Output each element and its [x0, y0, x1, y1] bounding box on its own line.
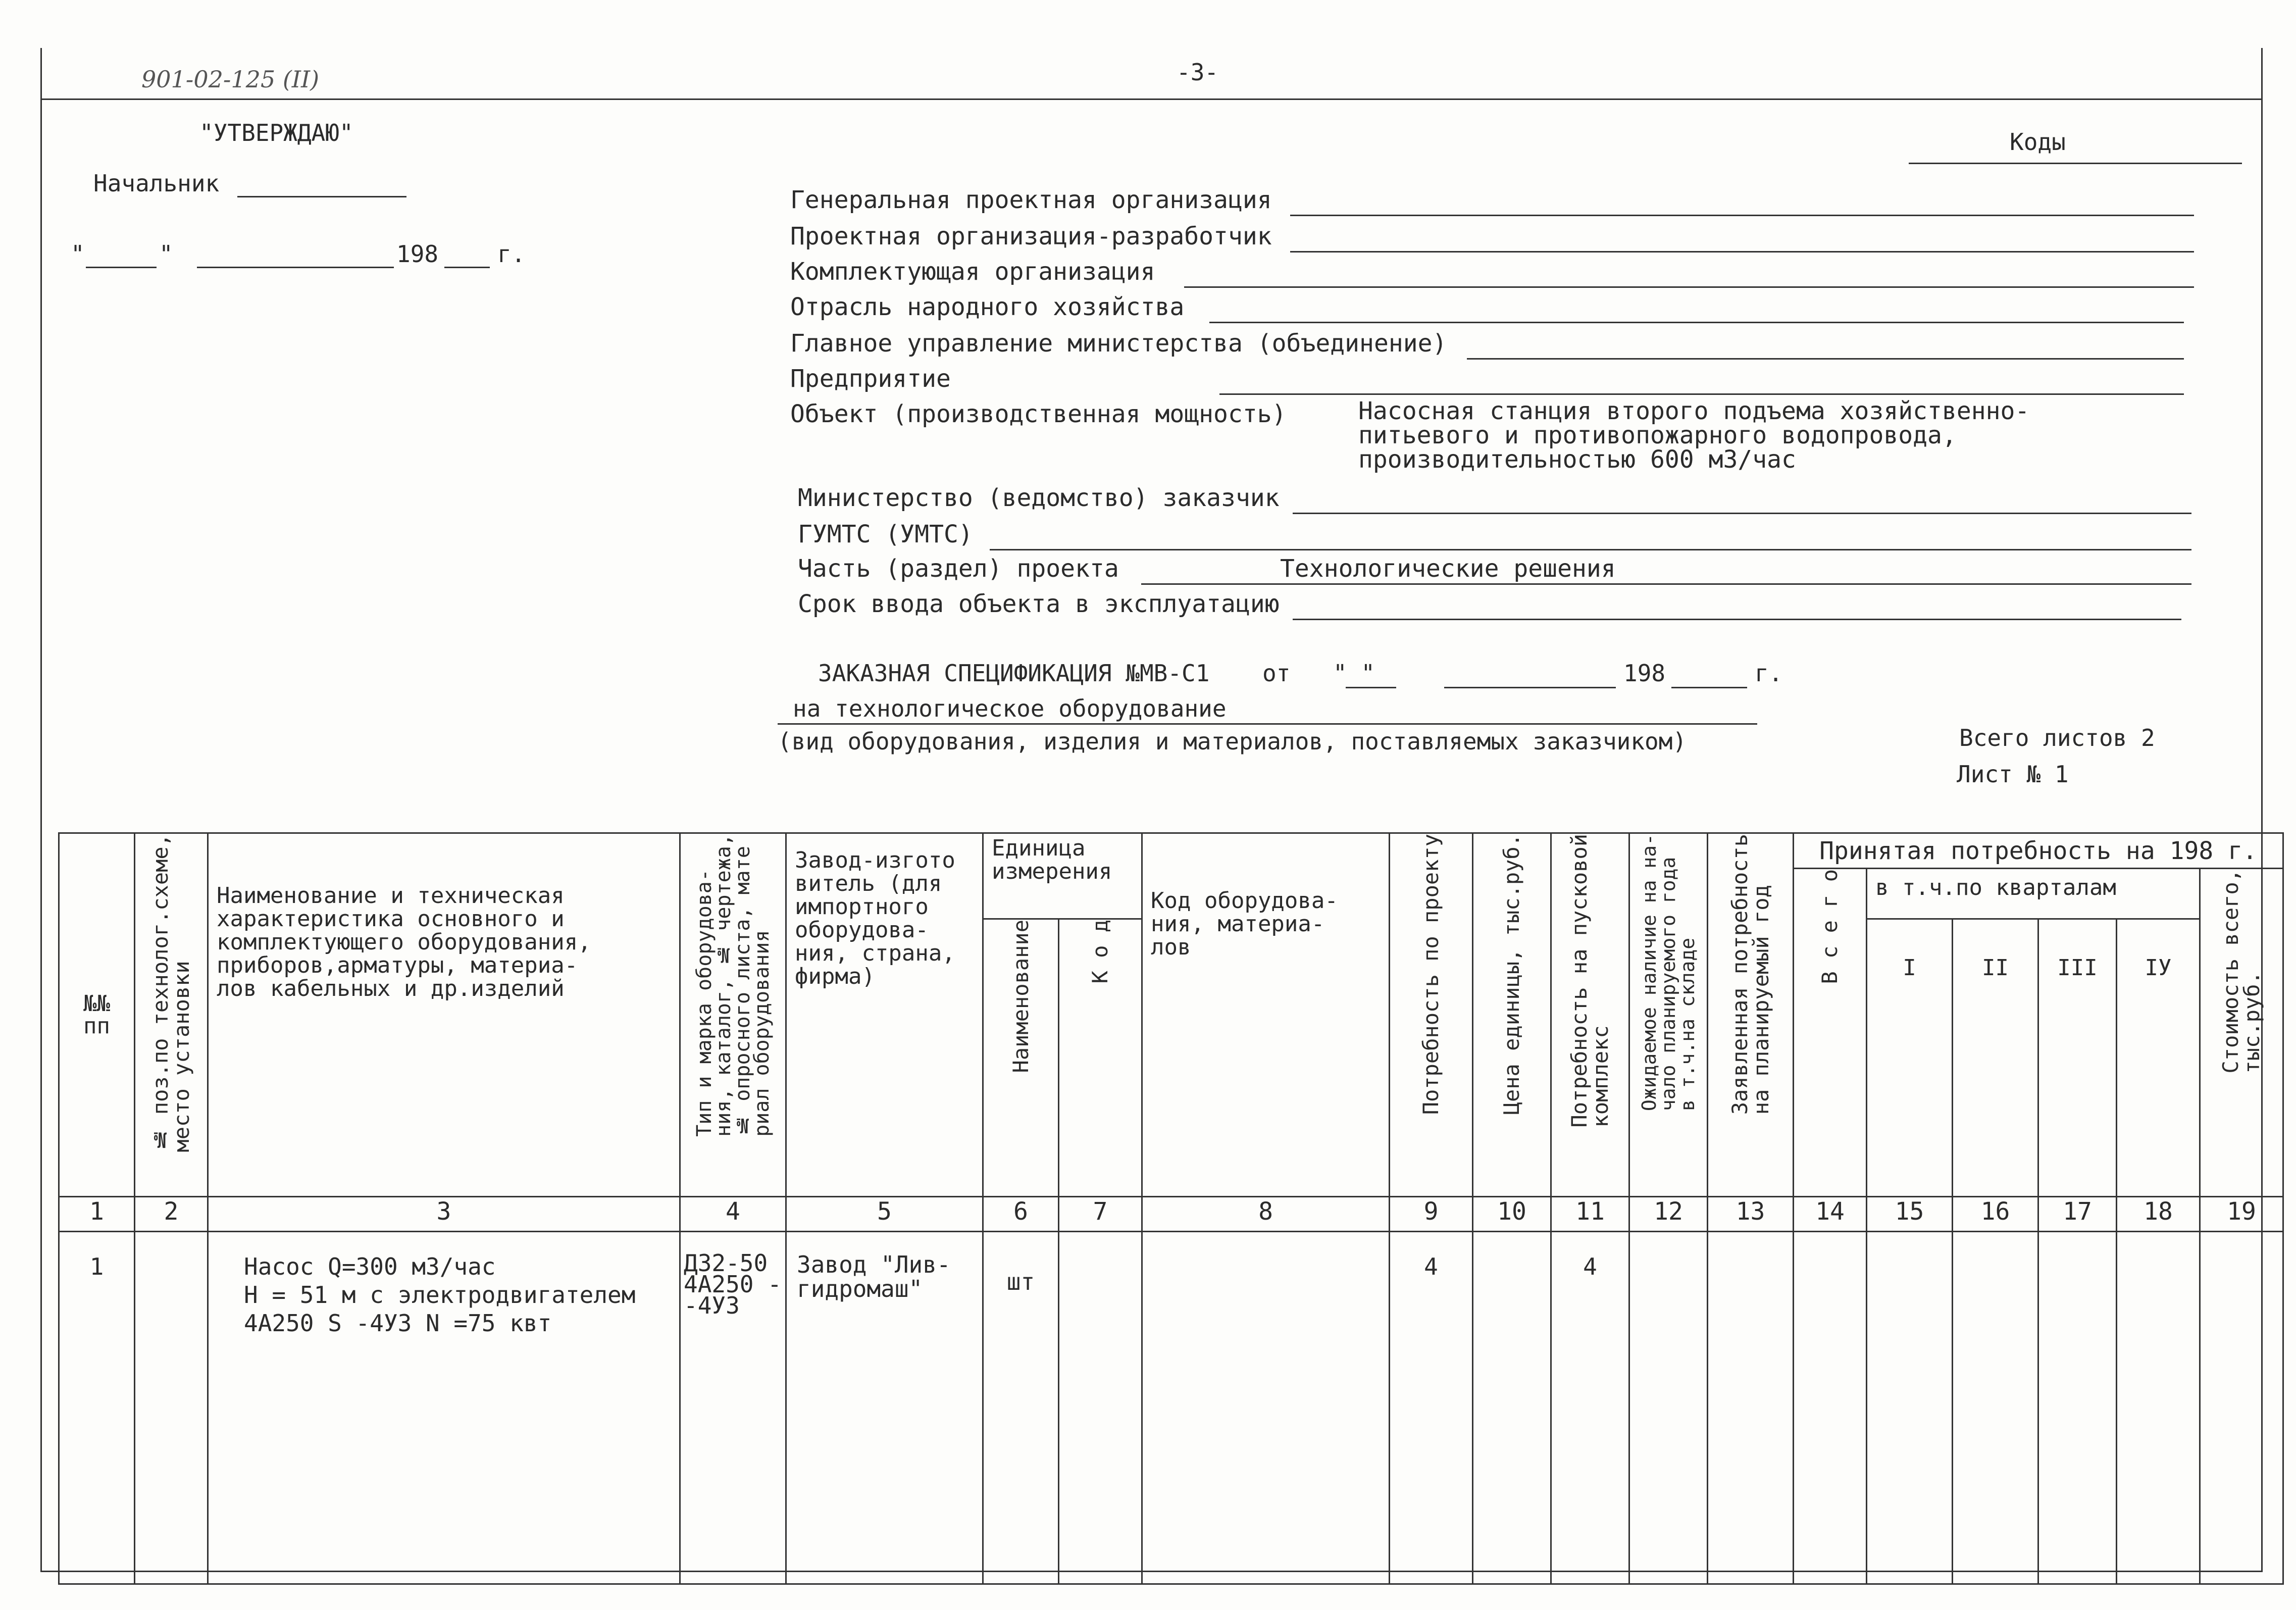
header-q2: [1953, 919, 2038, 1197]
header-col-2: [135, 833, 208, 1197]
field-object: [790, 400, 1346, 430]
field-design-org: [790, 222, 2194, 253]
header-col-13-text: Заявленная потребность на планируемый год: [1727, 834, 1773, 1115]
header-q1: [1867, 919, 1953, 1197]
row-unit-name: шт: [983, 1232, 1059, 1584]
row-position: [135, 1232, 208, 1584]
row-equipment-name: Насос Q=300 м3/час Н = 51 м с электродвигателем 4А250 S -4У3 N =75 квт: [208, 1232, 680, 1584]
col-number: 14: [1794, 1197, 1867, 1232]
header-col-3-text: Наименование и техническая характеристика основного и комплектующего оборудования, приборов,арматуры, материа- лов кабельных и др.изделий: [217, 883, 591, 1001]
row-expected-stock: [1629, 1232, 1708, 1584]
header-quarters: [1867, 869, 2200, 919]
date-year: 198: [396, 240, 439, 268]
header-col-14-text: В с е г о: [1817, 869, 1843, 984]
col-number: 9: [1390, 1197, 1473, 1232]
field-enterprise: [790, 365, 2184, 395]
col-number: 18: [2117, 1197, 2200, 1232]
field-line: [990, 549, 2191, 550]
spec-title: ЗАКАЗНАЯ СПЕЦИФИКАЦИЯ №МВ-С1: [818, 660, 1210, 687]
header-col-5-text: Завод-изгото витель (для импортного оборудова- ния, страна, фирма): [795, 847, 955, 989]
field-line: [1290, 215, 2194, 216]
field-label: Срок ввода объекта в эксплуатацию: [798, 590, 1280, 618]
field-label: Проектная организация-разработчик: [790, 222, 1272, 250]
date-day-line: [86, 267, 157, 268]
codes-line: [1909, 163, 2242, 164]
date-quote-open: ": [71, 240, 85, 268]
date-quote-close: ": [159, 240, 173, 268]
project-part-value: Технологические решения: [1280, 555, 1616, 583]
header-unit-text: Единица измерения: [992, 835, 1112, 884]
col-number: 2: [135, 1197, 208, 1232]
header-q2-text: II: [1982, 955, 2009, 981]
header-col-6-text: Наименование: [1008, 920, 1033, 1073]
header-col-12: [1629, 833, 1708, 1197]
row-number: 1: [59, 1232, 135, 1584]
header-q4-text: IУ: [2145, 955, 2172, 981]
object-value: Насосная станция второго подъема хозяйственно- питьевого и противопожарного водопровода, производительностью 600 м3/час: [1358, 397, 2030, 474]
spec-year: 198: [1623, 660, 1666, 687]
col-number: 16: [1953, 1197, 2038, 1232]
col-number: 8: [1142, 1197, 1390, 1232]
header-col-7: [1059, 919, 1142, 1197]
header-accepted: [1794, 833, 2283, 869]
col-number: 6: [983, 1197, 1059, 1232]
header-col-4-text: Тип и марка оборудова- ния, каталог, № чертежа, № опросного листа, мате риал оборудования: [692, 834, 774, 1137]
field-line: [1467, 358, 2184, 360]
header-q1-text: I: [1903, 955, 1916, 981]
field-gumts: [798, 520, 2191, 550]
col-number: 11: [1551, 1197, 1629, 1232]
spec-subject-note: (вид оборудования, изделия и материалов, поставляемых заказчиком): [778, 728, 1687, 755]
col-number: 15: [1867, 1197, 1953, 1232]
row-equipment-type: Д32-50 4А250 - -4У3: [680, 1232, 786, 1584]
spec-year-suffix: г.: [1755, 660, 1783, 687]
field-supply-org: [790, 258, 2194, 288]
field-ministry-customer: [798, 484, 2191, 514]
field-label: ГУМТС (УМТС): [798, 520, 973, 548]
header-q3: [2038, 919, 2117, 1197]
field-main-directorate: [790, 329, 2184, 360]
row-q1: [1867, 1232, 1953, 1584]
col-number: 7: [1059, 1197, 1142, 1232]
date-year-suffix: г.: [497, 240, 526, 268]
header-col-4: [680, 833, 786, 1197]
row-equipment-code: [1142, 1232, 1390, 1584]
chief-label: Начальник: [93, 170, 220, 197]
header-col-8: [1142, 833, 1390, 1197]
header-col-19-text: Стоимость всего, тыс.руб.: [2218, 869, 2265, 1074]
field-line: [1219, 393, 2184, 395]
field-project-part: [798, 555, 2191, 585]
col-number: 4: [680, 1197, 786, 1232]
spec-subject-line: [778, 723, 1757, 725]
field-label: Генеральная проектная организация: [790, 186, 1272, 214]
header-q3-text: III: [2057, 955, 2098, 981]
field-label: Предприятие: [790, 365, 951, 393]
header-col-10-text: Цена единицы, тыс.руб.: [1499, 834, 1524, 1115]
header-unit: [983, 833, 1142, 919]
header-q4: [2117, 919, 2200, 1197]
date-month-line: [197, 267, 394, 268]
row-manufacturer: Завод "Лив- гидромаш": [786, 1232, 983, 1584]
field-line: [1184, 286, 2194, 288]
total-sheets: Всего листов 2: [1959, 724, 2155, 751]
field-line: [1141, 583, 2191, 585]
row-accepted-total: [1794, 1232, 1867, 1584]
header-col-7-text: К о д: [1088, 920, 1112, 984]
row-q3: [2038, 1232, 2117, 1584]
field-label: Комплектующая организация: [790, 258, 1155, 286]
field-label: Часть (раздел) проекта: [798, 555, 1119, 583]
row-q2: [1953, 1232, 2038, 1584]
spec-subject: на технологическое оборудование: [793, 695, 1227, 722]
approve-stamp: "УТВЕРЖДАЮ": [199, 119, 353, 146]
spec-day-line: [1346, 687, 1396, 688]
header-col-11-text: Потребность на пусковой комплекс: [1567, 834, 1613, 1128]
table-row: [59, 1232, 2283, 1584]
header-col-1-text: №№ пп: [83, 990, 110, 1039]
field-line: [1290, 251, 2194, 253]
col-number: 1: [59, 1197, 135, 1232]
header-col-11: [1551, 833, 1629, 1197]
header-col-13: [1708, 833, 1794, 1197]
header-col-9-text: Потребность по проекту: [1418, 834, 1444, 1115]
header-col-12-text: Ожидаемое наличие на на- чало планируемого года в т.ч.на складе: [1638, 834, 1699, 1112]
spec-year-line: [1671, 687, 1747, 688]
header-row-1: [59, 833, 2283, 869]
row-q4: [2117, 1232, 2200, 1584]
header-quarters-text: в т.ч.по кварталам: [1875, 875, 2116, 900]
col-number: 3: [208, 1197, 680, 1232]
column-number-row: [59, 1197, 2283, 1232]
col-number: 5: [786, 1197, 983, 1232]
field-label: Главное управление министерства (объединение): [790, 329, 1447, 358]
date-year-line: [444, 267, 490, 268]
specification-table: [58, 832, 2284, 1585]
field-label: Отрасль народного хозяйства: [790, 293, 1185, 321]
field-line: [1209, 322, 2184, 323]
header-col-3: [208, 833, 680, 1197]
header-col-6: [983, 919, 1059, 1197]
document-code: 901-02-125 (II): [141, 66, 320, 93]
header-col-14: [1794, 869, 1867, 1197]
col-number: 13: [1708, 1197, 1794, 1232]
field-commissioning: [798, 590, 2181, 620]
row-unit-code: [1059, 1232, 1142, 1584]
col-number: 10: [1473, 1197, 1551, 1232]
col-number: 19: [2200, 1197, 2283, 1232]
codes-label: Коды: [2010, 128, 2066, 156]
spec-month-line: [1444, 687, 1616, 688]
sheet-number: Лист № 1: [1957, 761, 2069, 788]
row-unit-price: [1473, 1232, 1551, 1584]
row-launch-need: 4: [1551, 1232, 1629, 1584]
header-col-1: [59, 833, 135, 1197]
row-total-cost: [2200, 1232, 2283, 1584]
header-accepted-text: Принятая потребность на 198 г.: [1819, 836, 2258, 865]
field-label: Объект (производственная мощность): [790, 400, 1287, 428]
spec-from: от: [1262, 660, 1291, 687]
header-col-2-text: № поз.по технолог.схеме, место установки: [148, 834, 194, 1152]
header-col-5: [786, 833, 983, 1197]
field-line: [1293, 513, 2191, 514]
field-line: [1293, 619, 2181, 620]
header-col-8-text: Код оборудова- ния, материа- лов: [1151, 888, 1338, 960]
col-number: 12: [1629, 1197, 1708, 1232]
row-project-need: 4: [1390, 1232, 1473, 1584]
field-general-org: [790, 186, 2194, 216]
spec-date-quote: " ": [1333, 660, 1375, 687]
field-industry: [790, 293, 2184, 323]
field-label: Министерство (ведомство) заказчик: [798, 484, 1280, 512]
col-number: 17: [2038, 1197, 2117, 1232]
row-declared-need: [1708, 1232, 1794, 1584]
chief-signature-line: [237, 196, 406, 197]
header-col-10: [1473, 833, 1551, 1197]
page-number: -3-: [1177, 59, 1219, 86]
header-col-9: [1390, 833, 1473, 1197]
header-col-19: [2200, 869, 2283, 1197]
